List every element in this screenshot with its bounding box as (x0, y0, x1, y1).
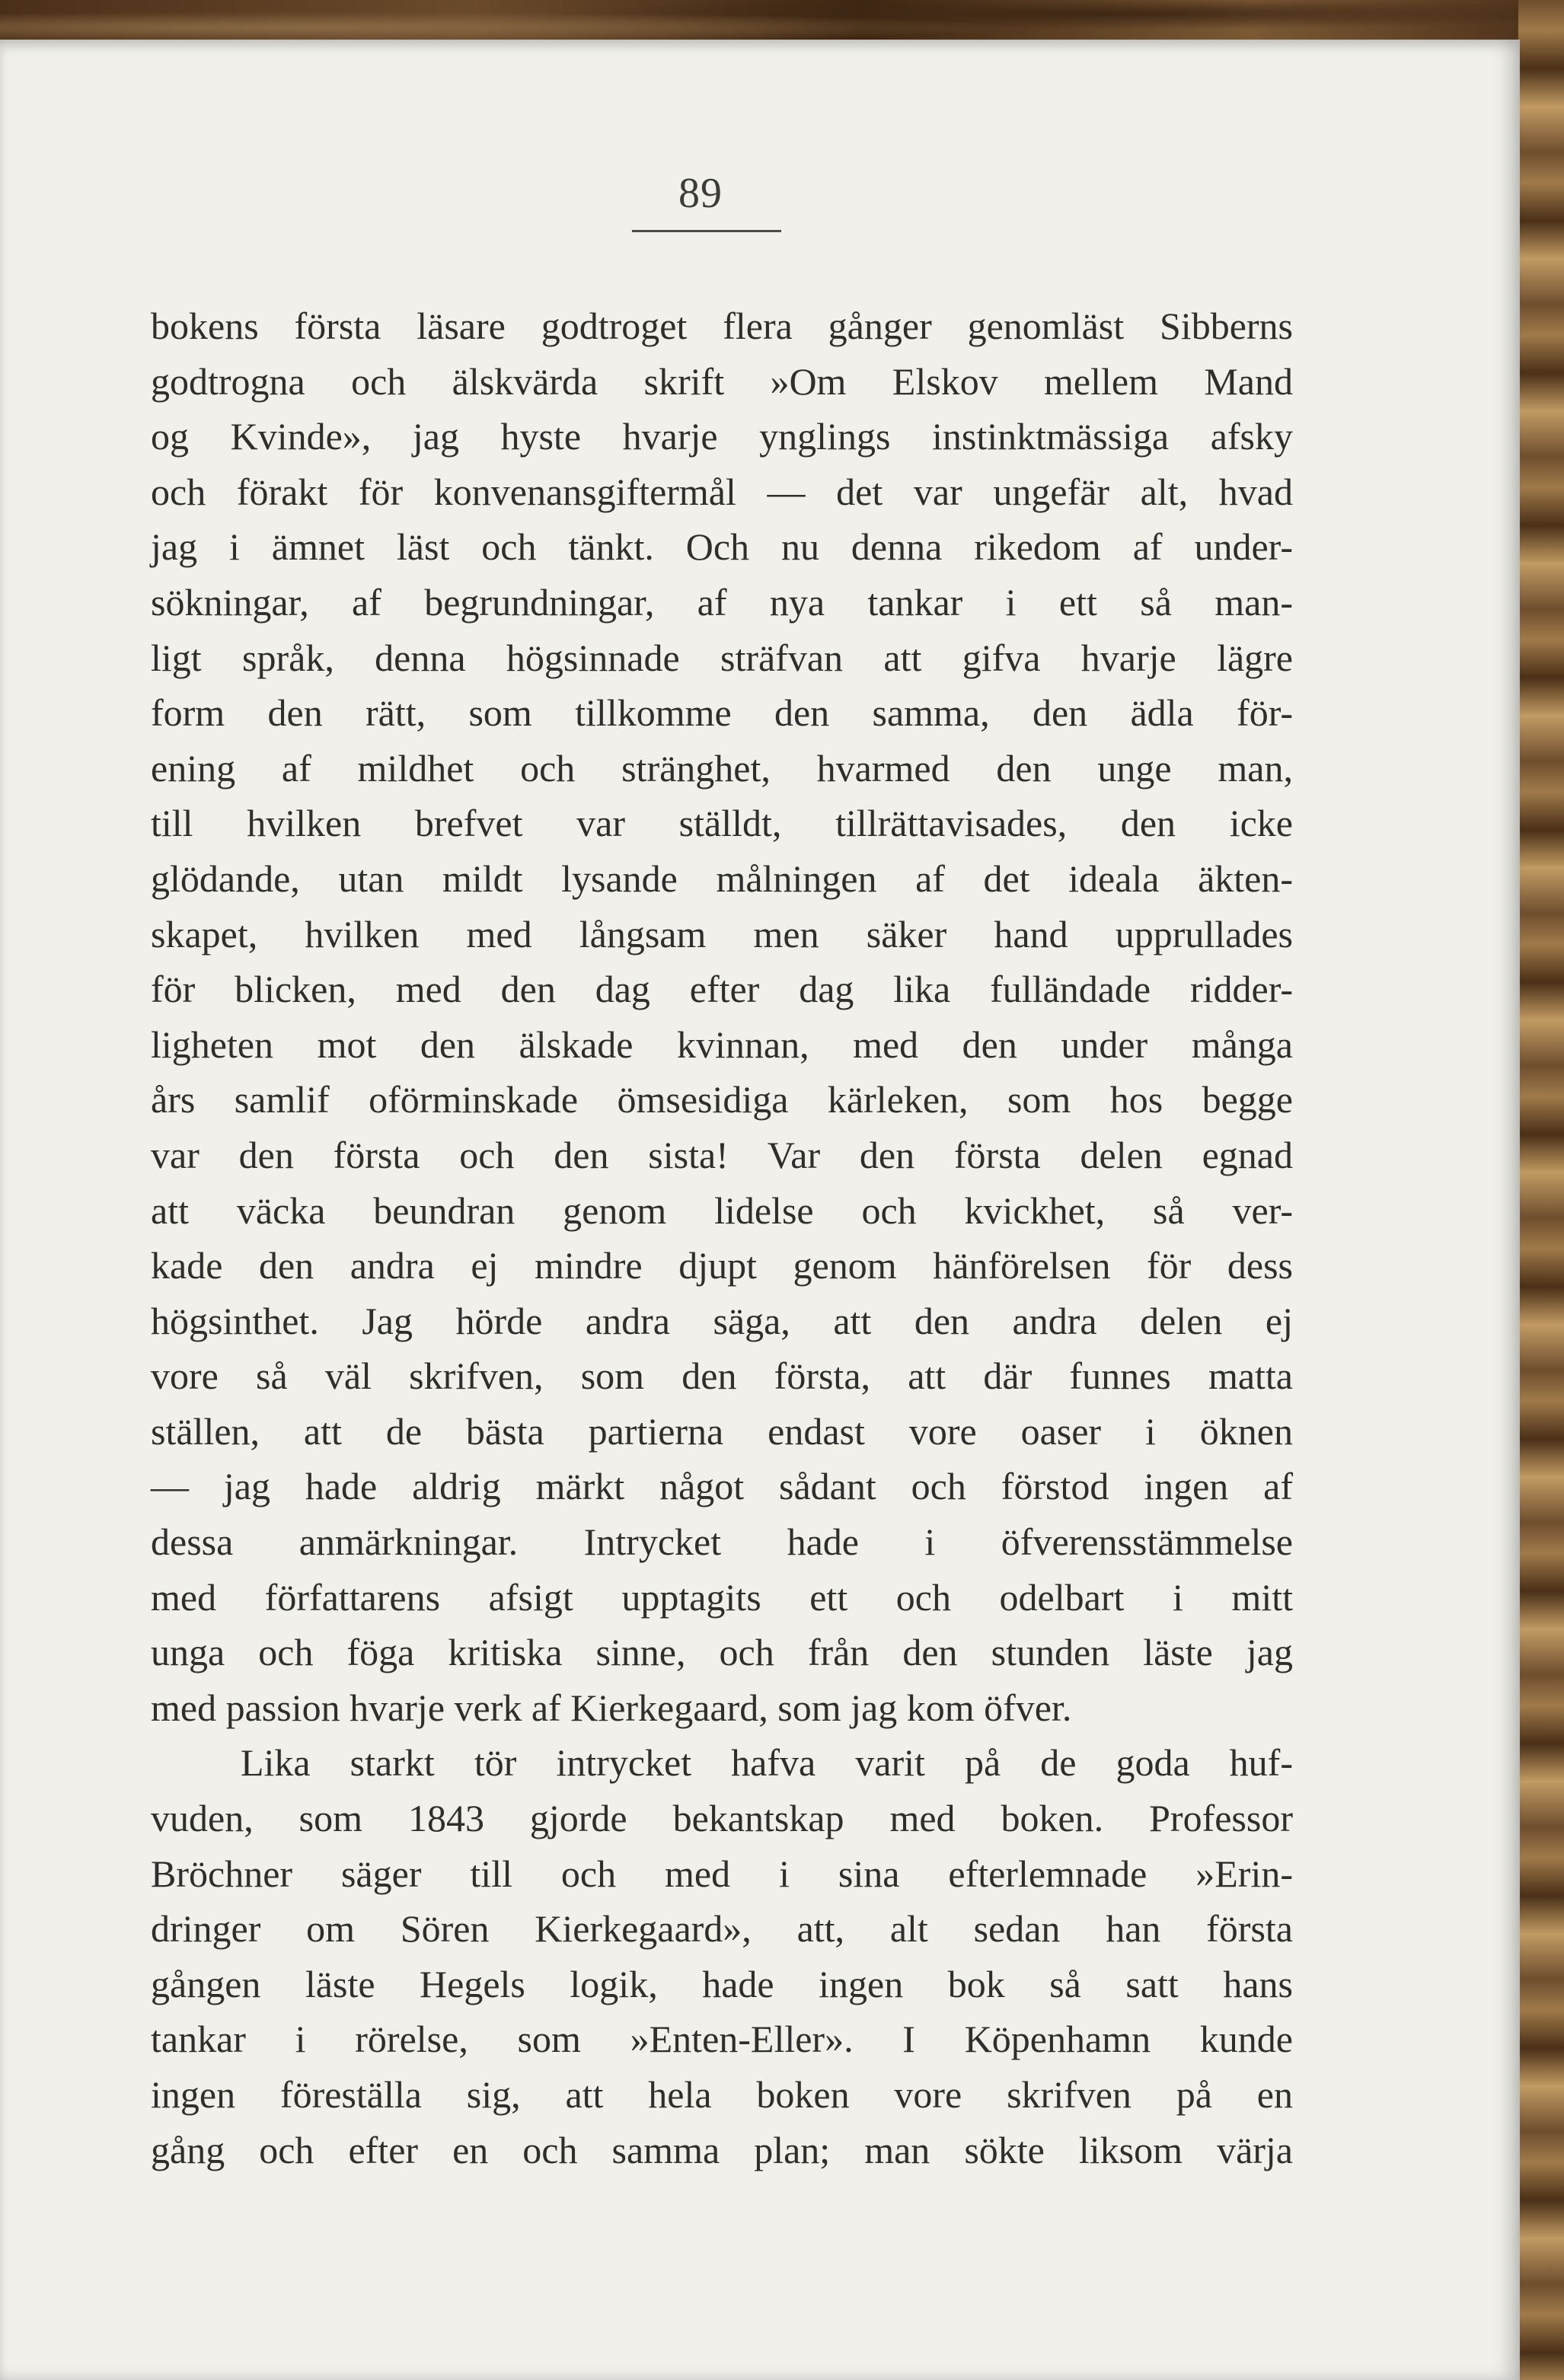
text-line: — jag hade aldrig märkt något sådant och förstod ingen af (151, 1465, 1293, 1508)
text-line: jag i ämnet läst och tänkt. Och nu denna rikedom af under- (151, 525, 1293, 569)
header-rule (632, 230, 781, 232)
book-binding-edge (1518, 0, 1564, 2380)
page-number: 89 (678, 170, 723, 217)
text-line: ingen föreställa sig, att hela boken vore skrifven på en (151, 2073, 1293, 2116)
text-line: ligt språk, denna högsinnade sträfvan att gifva hvarje lägre (151, 636, 1293, 679)
book-binding-top (0, 0, 1564, 46)
text-line: dringer om Sören Kierkegaard», att, alt sedan han första (151, 1907, 1293, 1951)
text-line: års samlif oförminskade ömsesidiga kärleken, som hos begge (151, 1078, 1293, 1121)
text-line: Lika starkt tör intrycket hafva varit på de goda huf- (241, 1741, 1293, 1785)
text-line: med författarens afsigt upptagits ett och odelbart i mitt (151, 1575, 1293, 1619)
text-line: kade den andra ej mindre djupt genom hänförelsen för dess (151, 1244, 1293, 1287)
text-line: och förakt för konvenansgiftermål — det var ungefär alt, hvad (151, 470, 1293, 513)
text-line: tankar i rörelse, som »Enten-Eller». I Köpenhamn kunde (151, 2018, 1293, 2061)
body-text (151, 298, 1293, 2177)
text-line: ligheten mot den älskade kvinnan, med den under många (151, 1023, 1293, 1066)
text-line: bokens första läsare godtroget flera gånger genomläst Sibberns (151, 305, 1293, 347)
text-line: og Kvinde», jag hyste hvarje ynglings instinktmässiga afsky (151, 415, 1293, 458)
text-line: dessa anmärkningar. Intrycket hade i öfverensstämmelse (151, 1520, 1293, 1564)
text-line: att väcka beundran genom lidelse och kvickhet, så ver- (151, 1188, 1293, 1232)
text-line: gången läste Hegels logik, hade ingen bok så satt hans (151, 1962, 1293, 2005)
text-line: var den första och den sista! Var den första delen egnad (151, 1133, 1293, 1176)
text-line: med passion hvarje verk af Kierkegaard, som jag kom öfver. (151, 1686, 1072, 1729)
text-line: sökningar, af begrundningar, af nya tankar i ett så man- (151, 580, 1293, 624)
text-line: Bröchner säger till och med i sina efterlemnade »Erin- (151, 1852, 1293, 1895)
text-line: gång och efter en och samma plan; man sökte liksom värja (151, 2128, 1293, 2171)
text-line: vore så väl skrifven, som den första, att där funnes matta (151, 1354, 1293, 1398)
text-line: till hvilken brefvet var ställdt, tillrättavisades, den icke (151, 802, 1293, 845)
text-line: vuden, som 1843 gjorde bekantskap med boken. Professor (151, 1797, 1293, 1840)
text-line: ställen, att de bästa partierna endast vore oaser i öknen (151, 1409, 1293, 1453)
book-page (0, 40, 1520, 2380)
text-line: unga och föga kritiska sinne, och från den stunden läste jag (151, 1631, 1293, 1674)
text-line: glödande, utan mildt lysande målningen af det ideala äkten- (151, 857, 1293, 900)
text-line: högsinthet. Jag hörde andra säga, att den andra delen ej (151, 1299, 1293, 1342)
text-line: skapet, hvilken med långsam men säker hand upprullades (151, 912, 1293, 956)
text-line: godtrogna och älskvärda skrift »Om Elskov mellem Mand (151, 359, 1293, 403)
text-line: för blicken, med den dag efter dag lika fulländade ridder- (151, 968, 1293, 1011)
text-line: ening af mildhet och stränghet, hvarmed den unge man, (151, 746, 1293, 790)
text-line: form den rätt, som tillkomme den samma, den ädla för- (151, 691, 1293, 735)
